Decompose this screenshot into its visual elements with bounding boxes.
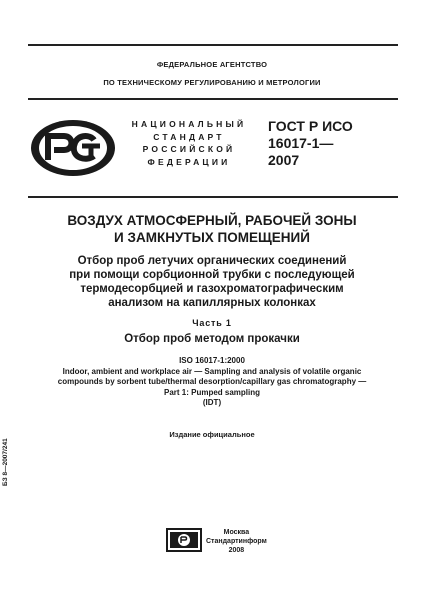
standard-type-line-2: СТАНДАРТ <box>153 131 225 142</box>
designation-line-3: 2007 <box>268 152 300 168</box>
iso-number: ISO 16017-1:2000 <box>179 356 245 365</box>
standard-type-line-1: НАЦИОНАЛЬНЫЙ <box>131 119 247 129</box>
agency-line-1: ФЕДЕРАЛЬНОЕ АГЕНТСТВО <box>156 60 268 69</box>
title-line-2: И ЗАМКНУТЫХ ПОМЕЩЕНИЙ <box>114 230 310 245</box>
standard-type-line-4: ФЕДЕРАЦИИ <box>147 156 231 167</box>
subtitle-line-3: термодесорбцией и газохроматографическим <box>80 283 344 295</box>
iso-line-3: Part 1: Pumped sampling <box>163 387 261 397</box>
iso-reference <box>0 356 424 409</box>
title-line-1: ВОЗДУХ АТМОСФЕРНЫЙ, РАБОЧЕЙ ЗОНЫ <box>67 213 357 228</box>
agency-line-2: ПО ТЕХНИЧЕСКОМУ РЕГУЛИРОВАНИЮ И МЕТРОЛОГИИ <box>103 78 321 87</box>
publisher-name: Стандартинформ <box>206 538 267 545</box>
designation-line-1: ГОСТ Р ИСО <box>268 118 353 134</box>
part-label: Часть 1 <box>192 318 232 328</box>
document-subtitle <box>0 254 424 310</box>
standard-designation <box>268 118 353 169</box>
header-rule <box>28 98 398 100</box>
standartinform-logo-icon <box>166 528 202 552</box>
iso-line-2: compounds by sorbent tube/thermal desorption/capillary gas chromatography — <box>57 377 367 386</box>
publisher-year: 2008 <box>228 547 245 554</box>
document-title <box>0 212 424 246</box>
iso-line-4: (IDT) <box>202 398 222 407</box>
iso-line-1: Indoor, ambient and workplace air — Sampling and analysis of volatile organic <box>62 366 362 376</box>
subtitle-line-4: анализом на капиллярных колонках <box>108 297 316 309</box>
subtitle-line-2: при помощи сорбционной трубки с последующей <box>69 269 355 281</box>
side-code: БЗ 8—2007/241 <box>2 438 9 486</box>
subtitle-line-1: Отбор проб летучих органических соединений <box>77 255 347 267</box>
designation-rule <box>28 196 398 198</box>
standard-type-line-3: РОССИЙСКОЙ <box>142 144 236 154</box>
standard-type <box>124 118 254 168</box>
designation-line-2: 16017-1— <box>268 135 334 151</box>
edition-note: Издание официальное <box>169 430 255 439</box>
publisher-city: Москва <box>223 529 250 536</box>
publisher <box>206 528 267 555</box>
part-title: Отбор проб методом прокачки <box>124 333 300 345</box>
top-rule <box>28 44 398 46</box>
gost-r-logo-icon <box>28 118 118 178</box>
